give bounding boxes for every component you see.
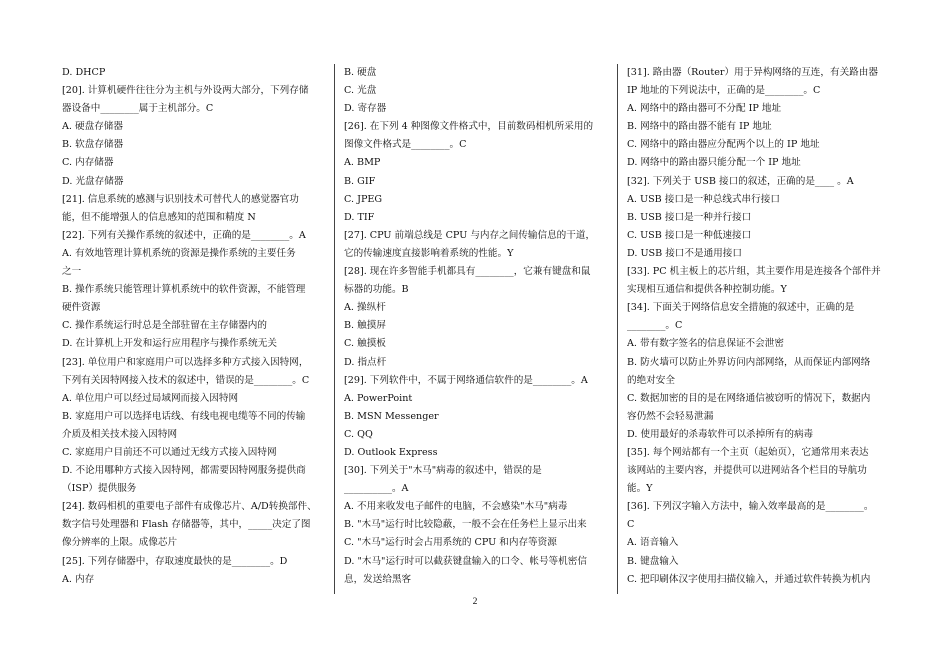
text-line: D. USB 接口不是通用接口 bbox=[627, 247, 742, 259]
text-line: C. 数据加密的目的是在网络通信被窃听的情况下，数据内 bbox=[627, 392, 871, 404]
column-right bbox=[627, 64, 889, 589]
text-line: C bbox=[627, 519, 635, 531]
text-line: D. 不论用哪种方式接入因特网，都需要因特网服务提供商 bbox=[62, 465, 306, 477]
text-line: [27]. CPU 前端总线是 CPU 与内存之间传输信息的干道， bbox=[344, 229, 596, 241]
text-line: A. 操纵杆 bbox=[344, 302, 386, 314]
text-line: 介质及相关技术接入因特网 bbox=[62, 428, 178, 440]
text-line: C. 网络中的路由器应分配两个以上的 IP 地址 bbox=[627, 139, 820, 151]
text-line: D. 光盘存储器 bbox=[62, 175, 124, 187]
text-line: B. 键盘输入 bbox=[627, 555, 679, 567]
text-line: [21]. 信息系统的感测与识别技术可替代人的感觉器官功 bbox=[62, 193, 299, 205]
text-line: [24]. 数码相机的重要电子部件有成像芯片、A/D转换部件、 bbox=[62, 501, 317, 513]
text-line: 标器的功能。B bbox=[344, 284, 409, 296]
text-line: [36]. 下列汉字输入方法中，输入效率最高的是________。 bbox=[627, 501, 874, 513]
text-line: C. QQ bbox=[344, 428, 373, 440]
text-line: B. 软盘存储器 bbox=[62, 139, 124, 151]
text-line: [32]. 下列关于 USB 接口的叙述，正确的是____ 。A bbox=[627, 175, 854, 187]
text-line: C. 光盘 bbox=[344, 85, 377, 97]
text-line: A. PowerPoint bbox=[344, 392, 413, 404]
text-line: 该网站的主要内容，并提供可以进网站各个栏目的导航功 bbox=[627, 465, 867, 477]
text-line: C. 家庭用户目前还不可以通过无线方式接入因特网 bbox=[62, 446, 277, 458]
text-line: A. 有效地管理计算机系统的资源是操作系统的主要任务 bbox=[62, 247, 296, 259]
text-line: [25]. 下列存储器中，存取速度最快的是________。D bbox=[62, 555, 288, 567]
text-line: C. 操作系统运行时总是全部驻留在主存储器内的 bbox=[62, 320, 267, 332]
text-line: [22]. 下列有关操作系统的叙述中，正确的是________。A bbox=[62, 229, 306, 241]
text-line: A. 网络中的路由器可不分配 IP 地址 bbox=[627, 103, 782, 115]
text-line: D. 在计算机上开发和运行应用程序与操作系统无关 bbox=[62, 338, 277, 350]
text-line: A. 单位用户可以经过局域网而接入因特网 bbox=[62, 392, 239, 404]
column-divider-2 bbox=[617, 64, 618, 594]
text-line: 图像文件格式是________。C bbox=[344, 139, 467, 151]
text-line: [28]. 现在许多智能手机都具有________，它兼有键盘和鼠 bbox=[344, 266, 591, 278]
text-line: C. 内存储器 bbox=[62, 157, 114, 169]
text-line: 之一 bbox=[62, 266, 82, 278]
text-line: B. 触摸屏 bbox=[344, 320, 386, 332]
text-line: D. TIF bbox=[344, 211, 375, 223]
text-line: [23]. 单位用户和家庭用户可以选择多种方式接入因特网， bbox=[62, 356, 309, 368]
text-line: [26]. 在下列 4 种图像文件格式中，目前数码相机所采用的 bbox=[344, 121, 594, 133]
text-line: 容仍然不会轻易泄漏 bbox=[627, 410, 714, 422]
text-line: D. Outlook Express bbox=[344, 446, 438, 458]
text-line: D. 寄存器 bbox=[344, 103, 387, 115]
text-line: 它的传输速度直接影响着系统的性能。Y bbox=[344, 247, 514, 259]
text-line: A. 语音输入 bbox=[627, 537, 679, 549]
text-line: [35]. 每个网站都有一个主页（起始页），它通常用来表达 bbox=[627, 446, 869, 458]
text-line: D. 使用最好的杀毒软件可以杀掉所有的病毒 bbox=[627, 428, 814, 440]
text-line: __________。A bbox=[344, 483, 409, 495]
text-line: [33]. PC 机主板上的芯片组，其主要作用是连接各个部件并 bbox=[627, 266, 881, 278]
text-line: B. USB 接口是一种并行接口 bbox=[627, 211, 752, 223]
text-line: 数字信号处理器和 Flash 存储器等，其中，_____决定了图 bbox=[62, 519, 311, 531]
text-line: D. 指点杆 bbox=[344, 356, 387, 368]
text-line: A. BMP bbox=[344, 157, 381, 169]
text-line: D. "木马"运行时可以截获键盘输入的口令、帐号等机密信 bbox=[344, 555, 587, 567]
text-line: 能。Y bbox=[627, 483, 653, 495]
text-line: A. 不用来收发电子邮件的电脑，不会感染"木马"病毒 bbox=[344, 501, 568, 513]
text-line: C. 把印刷体汉字使用扫描仪输入，并通过软件转换为机内 bbox=[627, 573, 871, 585]
text-line: B. 操作系统只能管理计算机系统中的软件资源，不能管理 bbox=[62, 284, 306, 296]
text-line: B. 网络中的路由器不能有 IP 地址 bbox=[627, 121, 772, 133]
text-line: D. 网络中的路由器只能分配一个 IP 地址 bbox=[627, 157, 801, 169]
text-line: B. 防火墙可以防止外界访问内部网络，从而保证内部网络 bbox=[627, 356, 871, 368]
text-line: IP 地址的下列说法中，正确的是________。C bbox=[627, 85, 821, 97]
text-line: 的绝对安全 bbox=[627, 374, 675, 386]
text-line: 器设备中________属于主机部分。C bbox=[62, 103, 214, 115]
column-left bbox=[62, 64, 326, 589]
page-number: 2 bbox=[472, 596, 478, 607]
text-line: 像分辨率的上限。成像芯片 bbox=[62, 537, 178, 549]
text-line: B. 家庭用户可以选择电话线、有线电视电缆等不同的传输 bbox=[62, 410, 306, 422]
text-line: A. USB 接口是一种总线式串行接口 bbox=[627, 193, 780, 205]
text-line: ________。C bbox=[627, 320, 683, 332]
text-line: （ISP）提供服务 bbox=[62, 483, 137, 495]
text-line: B. GIF bbox=[344, 175, 376, 187]
text-line: B. MSN Messenger bbox=[344, 410, 439, 422]
text-line: B. 硬盘 bbox=[344, 67, 377, 78]
text-line: D. DHCP bbox=[62, 67, 106, 78]
text-line: A. 内存 bbox=[62, 573, 95, 585]
text-line: 下列有关因特网接入技术的叙述中，错误的是________。C bbox=[62, 374, 310, 386]
text-line: [29]. 下列软件中，不属于网络通信软件的是________。A bbox=[344, 374, 588, 386]
column-middle bbox=[344, 64, 608, 589]
text-line: C. USB 接口是一种低速接口 bbox=[627, 229, 752, 241]
text-line: C. "木马"运行时会占用系统的 CPU 和内存等资源 bbox=[344, 537, 557, 549]
text-line: [20]. 计算机硬件往往分为主机与外设两大部分，下列存储 bbox=[62, 85, 309, 97]
text-line: [31]. 路由器（Router）用于异构网络的互连，有关路由器 bbox=[627, 67, 878, 78]
text-line: 息，发送给黑客 bbox=[344, 573, 412, 585]
text-line: C. JPEG bbox=[344, 193, 383, 205]
column-divider-1 bbox=[334, 64, 335, 594]
text-line: 能，但不能增强人的信息感知的范围和精度 N bbox=[62, 211, 256, 223]
text-line: [30]. 下列关于"木马"病毒的叙述中，错误的是 bbox=[344, 465, 542, 477]
text-line: A. 带有数字签名的信息保证不会泄密 bbox=[627, 338, 784, 350]
text-line: A. 硬盘存储器 bbox=[62, 121, 123, 133]
text-line: [34]. 下面关于网络信息安全措施的叙述中，正确的是 bbox=[627, 302, 855, 314]
text-line: B. "木马"运行时比较隐蔽，一般不会在任务栏上显示出来 bbox=[344, 519, 587, 531]
text-line: 实现相互通信和提供各种控制功能。Y bbox=[627, 284, 787, 296]
text-line: C. 触摸板 bbox=[344, 338, 386, 350]
text-line: 硬件资源 bbox=[62, 302, 101, 314]
